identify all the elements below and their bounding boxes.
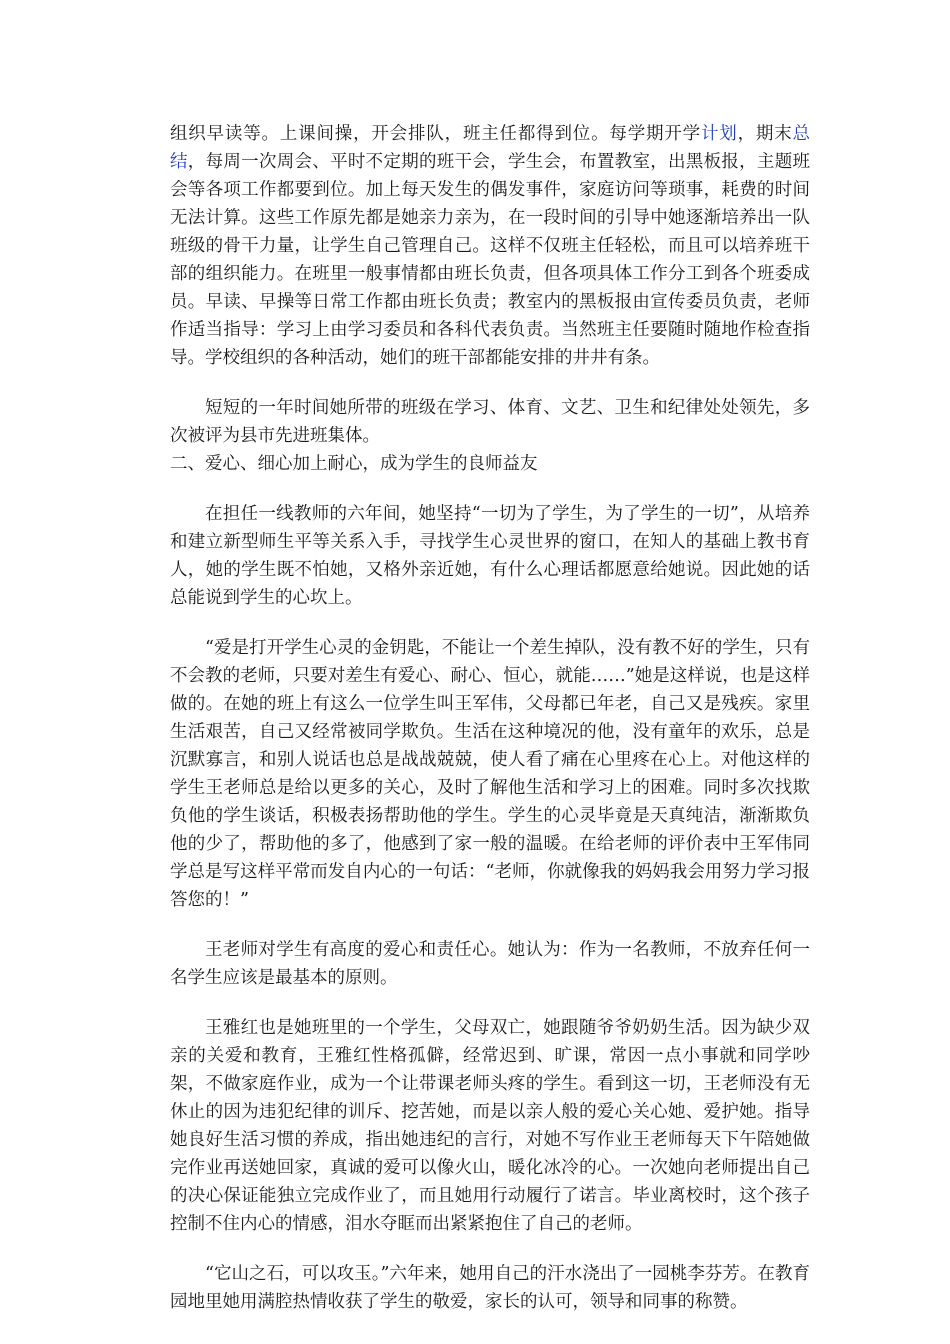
paragraph-1-text-b: ，期末 bbox=[737, 124, 793, 144]
paragraph-1-text-c: ，每周一次周会、平时不定期的班干会，学生会，布置教室，出黑板报，主题班会等各项工作都要到位。加上每天发生的偶发事件，家庭访问等琐事，耗费的时间无法计算。这些工作原先都是她亲力亲为，在一段时间的引导中她逐渐培养出一队班级的骨干力量，让学生自己管理自己。这样不仅班主任轻松，而且可以培养班干部的组织能力。在班里一般事情都由班长负责，但各项具体工作分工到各个班委成员。早读、早操等日常工作都由班长负责；教室内的黑板报由宣传委员负责，老师作适当指导：学习上由学习委员和各科代表负责。当然班主任要随时随地作检查指导。学校组织的各种活动，她们的班干部都能安排的井井有条。 bbox=[170, 152, 811, 368]
paragraph-5: 王老师对学生有高度的爱心和责任心。她认为：作为一名教师，不放弃任何一名学生应该是最基本的原则。 bbox=[170, 940, 810, 988]
section-heading-2: 二、爱心、细心加上耐心，成为学生的良师益友 bbox=[170, 454, 538, 474]
paragraph-3: 在担任一线教师的六年间，她坚持“一切为了学生，为了学生的一切”，从培养和建立新型师生平等关系入手，寻找学生心灵世界的窗口，在知人的基础上教书育人，她的学生既不怕她，又格外亲近她，有什么心理话都愿意给她说。因此她的话总能说到学生的心坎上。 bbox=[170, 504, 810, 608]
paragraph-4: “爱是打开学生心灵的金钥匙，不能让一个差生掉队，没有教不好的学生，只有不会教的老师，只要对差生有爱心、耐心、恒心，就能……”她是这样说，也是这样做的。在她的班上有这么一位学生叫王军伟，父母都已年老，自己又是残疾。家里生活艰苦，自己又经常被同学欺负。生活在这种境况的他，没有童年的欢乐，总是沉默寡言，和别人说话也总是战战兢兢，使人看了痛在心里疼在心上。对他这样的学生王老师总是给以更多的关心，及时了解他生活和学习上的困难。同时多次找欺负他的学生谈话，积极表扬帮助他的学生。学生的心灵毕竟是天真纯洁，渐渐欺负他的少了，帮助他的多了，他感到了家一般的温暖。在给老师的评价表中王军伟同学总是写这样平常而发自内心的一句话：“老师，你就像我的妈妈我会用努力学习报答您的！” bbox=[170, 638, 810, 910]
document-page bbox=[170, 120, 810, 1316]
paragraph-2: 短短的一年时间她所带的班级在学习、体育、文艺、卫生和纪律处处领先，多次被评为县市先进班集体。 bbox=[170, 398, 810, 446]
link-summary[interactable]: 总结 bbox=[170, 124, 811, 172]
paragraph-7: “它山之石，可以攻玉。”六年来，她用自己的汗水浇出了一园桃李芬芳。在教育园地里她用满腔热情收获了学生的敬爱，家长的认可，领导和同事的称赞。 bbox=[170, 1264, 810, 1312]
paragraph-1-text-a: 组织早读等。上课间操，开会排队，班主任都得到位。每学期开学 bbox=[170, 124, 701, 144]
paragraph-1 bbox=[170, 120, 810, 372]
link-plan[interactable]: 计划 bbox=[700, 124, 738, 144]
paragraph-6: 王雅红也是她班里的一个学生，父母双亡，她跟随爷爷奶奶生活。因为缺少双亲的关爱和教育，王雅红性格孤僻，经常迟到、旷课，常因一点小事就和同学吵架，不做家庭作业，成为一个让带课老师头疼的学生。看到这一切，王老师没有无休止的因为违犯纪律的训斥、挖苦她，而是以亲人般的爱心关心她、爱护她。指导她良好生活习惯的养成，指出她违纪的言行，对她不写作业王老师每天下午陪她做完作业再送她回家，真诚的爱可以像火山，暖化冰冷的心。一次她向老师提出自己的决心保证能独立完成作业了，而且她用行动履行了诺言。毕业离校时，这个孩子控制不住内心的情感，泪水夺眶而出紧紧抱住了自己的老师。 bbox=[170, 1018, 810, 1234]
